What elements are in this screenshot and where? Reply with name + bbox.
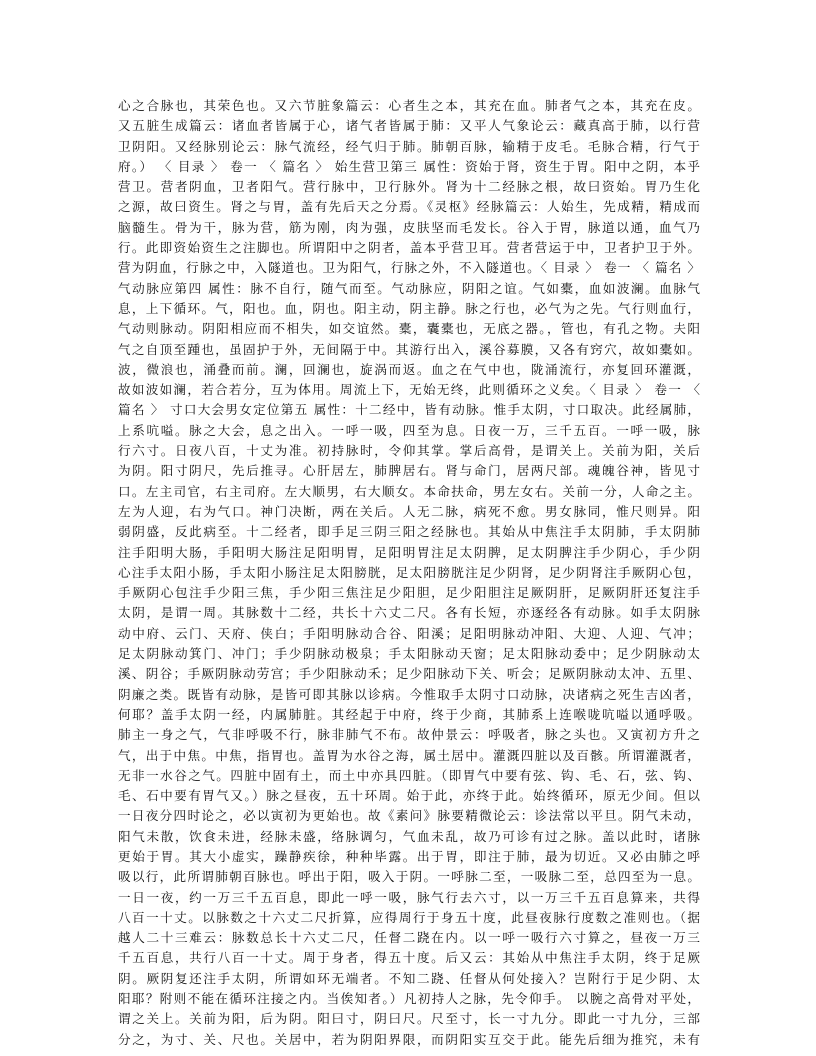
text-line: 八百一十丈。以脉数之十六丈二尺折算，应得周行于身五十度，此昼夜脉行度数之准则也。（据 bbox=[118, 909, 700, 925]
text-line: 千五百息，共行八百一十丈。周于身者，得五十度。后又云：其始从中焦注手太阴，终于足厥 bbox=[118, 950, 700, 966]
text-line: 气之自顶至踵也，虽固护于外，无间隔于中。其游行出入，溪谷募膜，又各有窍穴，故如橐如。 bbox=[118, 341, 700, 357]
text-line: 一日夜分四时论之，必以寅初为更始也。故《素问》脉要精微论云：诊法常以平旦。阴气未动， bbox=[118, 808, 700, 824]
text-line: 无非一水谷之气。四脏中固有土，而土中亦具四脏。（即胃气中要有弦、钩、毛、石，弦、钩、 bbox=[118, 767, 700, 783]
text-line: 口。左主司官，右主司府。左大顺男，右大顺女。本命扶命，男左女右。关前一分，人命之主。 bbox=[118, 483, 700, 499]
text-line: 阴廉之类。既皆有动脉，是皆可即其脉以诊病。今惟取手太阴寸口动脉，决诸病之死生吉凶者， bbox=[118, 686, 700, 702]
text-line: 波，微浪也，涌叠而前。澜，回澜也，旋涡而返。血之在气中也，陇涌流行，亦复回环灌溉， bbox=[118, 361, 700, 377]
text-line: 又五脏生成篇云：诸血者皆属于心，诸气者皆属于肺：又平人气象论云：藏真高于肺，以行营 bbox=[118, 118, 700, 134]
text-line: 气动则脉动。阴阳相应而不相失，如交谊然。橐，囊橐也，无底之器。，管也，有孔之物。夫阳 bbox=[118, 321, 700, 337]
text-line: 故如波如澜，若合若分，互为体用。周流上下，无始无终，此则循环之义矣。〈 目录 〉 卷一 〈 bbox=[118, 382, 700, 398]
text-line: 左为人迎，右为气口。神门决断，两在关后。人无二脉，病死不愈。男女脉同，惟尺则异。阳 bbox=[118, 503, 700, 519]
text-line: 毛、石中要有胃气又。）脉之昼夜，五十环周。始于此，亦终于此。始终循环，原无少间。但以 bbox=[118, 788, 700, 804]
text-line: 足太阴脉动箕门、冲门；手少阴脉动极泉；手太阳脉动天窗；足太阳脉动委中；足少阴脉动太 bbox=[118, 646, 700, 662]
text-line: 息，上下循环。气，阳也。血，阴也。阳主动，阴主静。脉之行也，必气为之先。气行则血行， bbox=[118, 300, 700, 316]
text-line: 分之，为寸、关、尺也。关居中，若为阴阳界限，而阴阳实互交于此。能先后细为推究，未有 bbox=[118, 1031, 700, 1047]
text-line: 府。） 〈 目录 〉 卷一 〈 篇名 〉 始生营卫第三 属性：资始于肾，资生于胃。阳中之阴，本乎 bbox=[118, 158, 700, 174]
text-line: 营为阴血，行脉之中，入隧道也。卫为阳气，行脉之外，不入隧道也。〈 目录 〉 卷一 〈 篇名 〉 bbox=[118, 260, 700, 276]
text-line: 注手阳明大肠，手阳明大肠注足阳明胃，足阳明胃注足太阴脾，足太阴脾注手少阴心，手少阴 bbox=[118, 544, 700, 560]
text-line: 气，出于中焦。中焦，指胃也。盖胃为水谷之海，属土居中。灌溉四脏以及百骸。所谓灌溉者， bbox=[118, 747, 700, 763]
text-line: 动中府、云门、天府、侠白；手阳明脉动合谷、阳溪；足阳明脉动冲阳、大迎、人迎、气冲； bbox=[118, 625, 700, 641]
text-line: 之源，故曰资生。肾之与胃，盖有先后天之分焉。《灵枢》经脉篇云：人始生，先成精，精成而 bbox=[118, 199, 700, 215]
text-line: 营卫。营者阴血，卫者阳气。营行脉中，卫行脉外。肾为十二经脉之根，故曰资始。胃乃生化 bbox=[118, 179, 700, 195]
text-line: 手厥阴心包注手少阳三焦，手少阳三焦注足少阳胆，足少阳胆注足厥阴肝，足厥阴肝还复注手 bbox=[118, 585, 700, 601]
text-line: 吸以行，此所谓肺朝百脉也。呼出于阳，吸入于阴。一呼脉二至，一吸脉二至，总四至为一息。 bbox=[118, 869, 700, 885]
text-line: 心之合脉也，其荣色也。又六节脏象篇云：心者生之本，其充在血。肺者气之本，其充在皮。 bbox=[118, 98, 700, 113]
text-line: 行。此即资始资生之注脚也。所谓阳中之阴者，盖本乎营卫耳。营者营运于中，卫者护卫于外。 bbox=[118, 240, 700, 256]
text-line: 阳耶？附则不能在循环注接之内。当俟知者。）凡初持人之脉，先令仰手。 以腕之高骨对平处， bbox=[118, 991, 700, 1007]
text-line: 卫阴阳。又经脉别论云：脉气流经，经气归于肺。肺朝百脉，输精于皮毛。毛脉合精，行气于 bbox=[118, 138, 700, 154]
document-page bbox=[118, 96, 700, 1050]
text-line: 阳气未散，饮食未进，经脉未盛，络脉调匀，气血未乱，故乃可诊有过之脉。盖以此时，诸脉 bbox=[118, 828, 700, 844]
text-line: 太阴，是谓一周。其脉数十二经，共长十六丈二尺。各有长短，亦逐经各有动脉。如手太阴脉 bbox=[118, 605, 700, 621]
text-line: 上系吭嗌。脉之大会，息之出入。一呼一吸，四至为息。日夜一万，三千五百。一呼一吸，脉 bbox=[118, 422, 700, 438]
text-line: 脑髓生。骨为干，脉为营，筋为刚，肉为强，皮肤坚而毛发长。谷入于胃，脉道以通，血气乃 bbox=[118, 219, 700, 235]
text-line: 溪、阴谷；手厥阴脉动劳宫；手少阳脉动禾；足少阳脉动下关、听会；足厥阴脉动太冲、五里、 bbox=[118, 666, 700, 682]
text-line: 何耶？盖手太阴一经，内属肺脏。其经起于中府，终于少商，其肺系上连喉咙吭嗌以通呼吸。 bbox=[118, 706, 700, 722]
text-line: 肺主一身之气，气非呼吸不行，脉非肺气不布。故仲景云：呼吸者，脉之头也。又寅初方升之 bbox=[118, 727, 700, 743]
text-line: 篇名 〉 寸口大会男女定位第五 属性：十二经中，皆有动脉。惟手太阴，寸口取决。此经属肺， bbox=[118, 402, 700, 418]
text-line: 行六寸。日夜八百，十丈为准。初持脉时，令仰其掌。掌后高骨，是谓关上。关前为阳，关后 bbox=[118, 443, 700, 459]
text-line: 为阴。阳寸阴尺，先后推寻。心肝居左，肺脾居右。肾与命门，居两尺部。魂魄谷神，皆见寸 bbox=[118, 463, 700, 479]
text-line: 谓之关上。关前为阳，后为阴。阳曰寸，阴曰尺。尺至寸，长一寸九分。即此一寸九分，三部 bbox=[118, 1011, 700, 1027]
text-line: 更始于胃。其大小虚实，躁静疾徐，种种毕露。出于胃，即注于肺，最为切近。又必由肺之呼 bbox=[118, 848, 700, 864]
text-line: 弱阴盛，反此病至。十二经者，即手足三阴三阳之经脉也。其始从中焦注手太阴肺，手太阴肺 bbox=[118, 524, 700, 540]
text-line: 心注手太阳小肠，手太阳小肠注足太阳膀胱，足太阳膀胱注足少阴肾，足少阴肾注手厥阴心包， bbox=[118, 564, 700, 580]
text-line: 一日一夜，约一万三千五百息，即此一呼一吸，脉气行去六寸，以一万三千五百息算来，共得 bbox=[118, 889, 700, 905]
text-line: 越人二十三难云：脉数总长十六丈二尺，任督二跷在内。以一呼一吸行六寸算之，昼夜一万三 bbox=[118, 930, 700, 946]
text-line: 气动脉应第四 属性：脉不自行，随气而至。气动脉应，阴阳之谊。气如橐，血如波澜。血脉气 bbox=[118, 280, 700, 296]
text-line: 阴。厥阴复还注手太阴，所谓如环无端者。不知二跷、任督从何处接入？岂附行于足少阴、太 bbox=[118, 970, 700, 986]
